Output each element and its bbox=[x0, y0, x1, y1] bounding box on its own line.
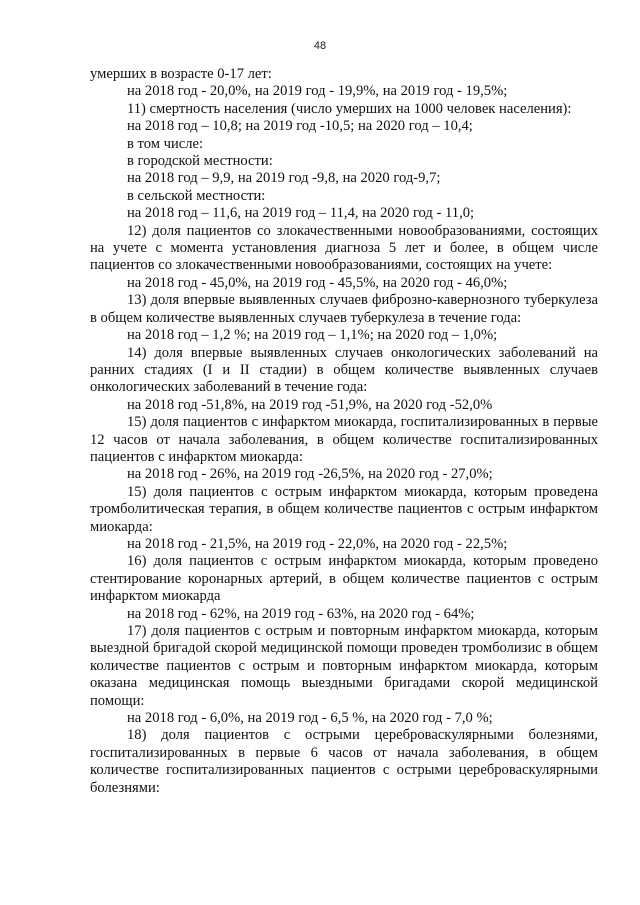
document-paragraph: на 2018 год - 26%, на 2019 год -26,5%, на 2020 год - 27,0%; bbox=[127, 466, 493, 483]
document-paragraph: 13) доля впервые выявленных случаев фиброзно-кавернозного туберкулеза в общем количестве выявленных случаев туберкулеза в течение года: bbox=[90, 292, 598, 326]
document-paragraph: 16) доля пациентов с острым инфарктом миокарда, которым проведено стентирование коронарных артерий, в общем количестве пациентов с острым инфарктом миокарда bbox=[90, 553, 598, 605]
document-paragraph: 17) доля пациентов с острым и повторным инфарктом миокарда, которым выездной бригадой скорой медицинской помощи проведен тромболизис в общем количестве пациентов с острым и повторным инфарктом миокарда, которым оказана медицинская помощь выездными бригадами скорой медицинской помощи: bbox=[90, 623, 598, 709]
document-body bbox=[90, 66, 598, 797]
document-paragraph: на 2018 год - 6,0%, на 2019 год - 6,5 %, на 2020 год - 7,0 %; bbox=[127, 710, 493, 727]
document-paragraph: в сельской местности: bbox=[127, 187, 266, 204]
document-paragraph: на 2018 год – 1,2 %; на 2019 год – 1,1%; на 2020 год – 1,0%; bbox=[127, 327, 498, 344]
document-paragraph: на 2018 год - 45,0%, на 2019 год - 45,5%, на 2020 год - 46,0%; bbox=[127, 274, 508, 291]
document-paragraph: 15) доля пациентов с инфарктом миокарда, госпитализированных в первые 12 часов от начала заболевания, в общем количестве госпитализированных пациентов с инфарктом миокарда: bbox=[90, 414, 598, 465]
document-paragraph: на 2018 год - 21,5%, на 2019 год - 22,0%, на 2020 год - 22,5%; bbox=[127, 535, 508, 552]
page-number: 48 bbox=[313, 40, 327, 52]
document-paragraph: на 2018 год - 20,0%, на 2019 год - 19,9%, на 2019 год - 19,5%; bbox=[127, 83, 508, 100]
document-paragraph: 15) доля пациентов с острым инфарктом миокарда, которым проведена тромболитическая терапия, в общем количестве пациентов с острым инфарктом миокарда: bbox=[90, 483, 598, 535]
document-paragraph: умерших в возрасте 0-17 лет: bbox=[90, 66, 272, 82]
document-paragraph: в том числе: bbox=[127, 135, 204, 152]
document-paragraph: 18) доля пациентов с острыми цереброваскулярными болезнями, госпитализированных в первые 6 часов от начала заболевания, в общем количестве госпитализированных пациентов с острыми цереброваскулярными болезнями: bbox=[90, 727, 598, 796]
document-paragraph: на 2018 год -51,8%, на 2019 год -51,9%, на 2020 год -52,0% bbox=[127, 396, 493, 413]
document-paragraph: на 2018 год – 10,8; на 2019 год -10,5; на 2020 год – 10,4; bbox=[127, 118, 473, 135]
document-paragraph: в городской местности: bbox=[127, 153, 273, 170]
document-paragraph: 11) смертность населения (число умерших на 1000 человек населения): bbox=[127, 100, 572, 117]
document-paragraph: на 2018 год - 62%, на 2019 год - 63%, на 2020 год - 64%; bbox=[127, 605, 475, 622]
document-paragraph: 12) доля пациентов со злокачественными новообразованиями, состоящих на учете с момента установления диагноза 5 лет и более, в общем числе пациентов со злокачественными новообразованиями, состоящих на учете: bbox=[90, 222, 598, 274]
document-paragraph: на 2018 год – 11,6, на 2019 год – 11,4, на 2020 год - 11,0; bbox=[127, 205, 475, 222]
document-paragraph: 14) доля впервые выявленных случаев онкологических заболеваний на ранних стадиях (I и II стадии) в общем количестве выявленных случаев онкологических заболеваний в течение года: bbox=[90, 344, 598, 396]
document-paragraph: на 2018 год – 9,9, на 2019 год -9,8, на 2020 год-9,7; bbox=[127, 170, 441, 187]
